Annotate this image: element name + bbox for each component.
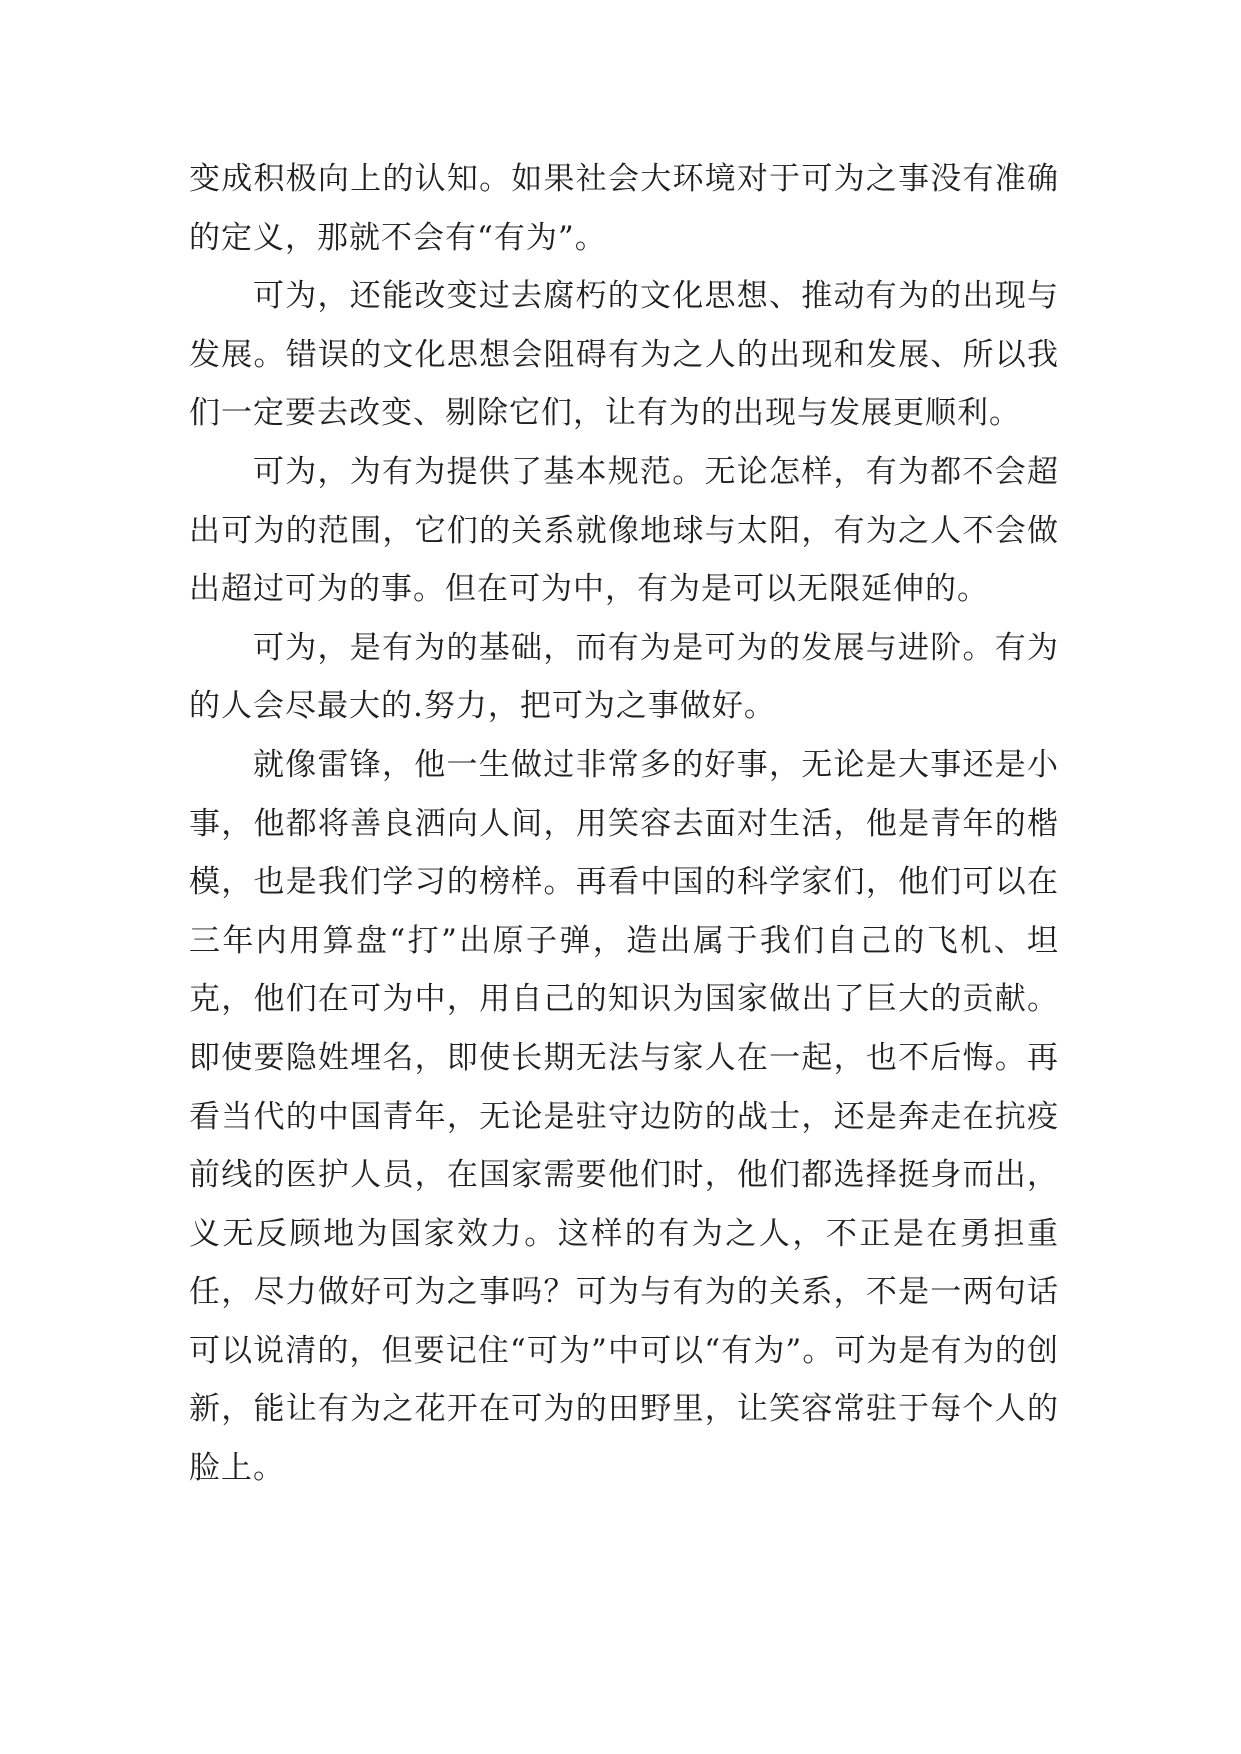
paragraph-3: 可为，为有为提供了基本规范。无论怎样，有为都不会超出可为的范围，它们的关系就像地球与太阳，有为之人不会做出超过可为的事。但在可为中，有为是可以无限延伸的。 bbox=[189, 453, 1059, 608]
paragraph-5: 就像雷锋，他一生做过非常多的好事，无论是大事还是小事，他都将善良洒向人间，用笑容去面对生活，他是青年的楷模，也是我们学习的榜样。再看中国的科学家们，他们可以在三年内用算盘“打”出原子弹，造出属于我们自己的飞机、坦克，他们在可为中，用自己的知识为国家做出了巨大的贡献。即使要隐姓埋名，即使长期无法与家人在一起，也不后悔。再看当代的中国青年，无论是驻守边防的战士，还是奔走在抗疫前线的医护人员，在国家需要他们时，他们都选择挺身而出，义无反顾地为国家效力。这样的有为之人，不正是在勇担重任，尽力做好可为之事吗？可为与有为的关系，不是一两句话可以说清的，但要记住“可为”中可以“有为”。可为是有为的创新，能让有为之花开在可为的田野里，让笑容常驻于每个人的脸上。 bbox=[189, 746, 1059, 1487]
paragraph-2: 可为，还能改变过去腐朽的文化思想、推动有为的出现与发展。错误的文化思想会阻碍有为之人的出现和发展、所以我们一定要去改变、剔除它们，让有为的出现与发展更顺利。 bbox=[189, 278, 1059, 432]
paragraph-4: 可为，是有为的基础，而有为是可为的发展与进阶。有为的人会尽最大的.努力，把可为之事做好。 bbox=[189, 629, 1059, 725]
document-body bbox=[189, 150, 1059, 1498]
paragraph-1: 变成积极向上的认知。如果社会大环境对于可为之事没有准确的定义，那就不会有“有为”。 bbox=[189, 161, 1059, 256]
